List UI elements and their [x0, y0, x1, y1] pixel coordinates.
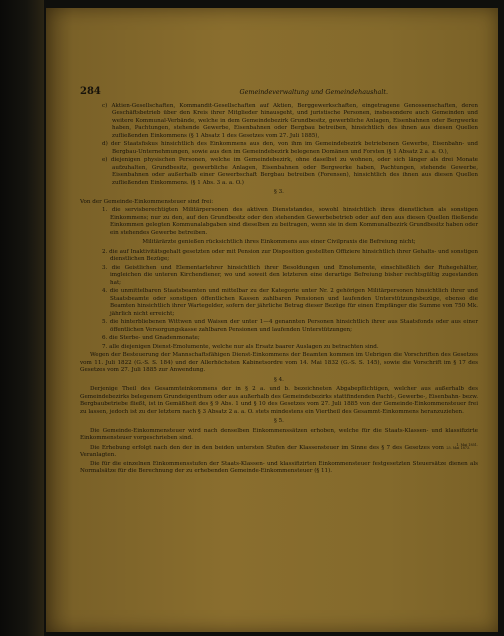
section-5-paragraph-2	[80, 444, 478, 460]
section-3-intro: Von der Gemeinde-Einkommensteuer sind frei:	[80, 198, 214, 205]
section-heading-4: § 4.	[274, 376, 284, 383]
document-content	[80, 88, 478, 477]
paragraph-after-list: Wegen der Besteuerung der Mannschaftsfähigen Dienst-Einkommens der Beamten kommen im Uebrigen die Vorschriften des Gesetzes vom 11. Juli 1822 (G.-S. S. 184) und der Allerhöchsten Kabinetsordre vom 14. Mai 1832 (G.-S. S. 145), sowie die Vorschrift im § 17 des Gesetzes vom 27. Juli 1885 zur Anwendung.	[80, 352, 478, 373]
running-title: Gemeindeverwaltung und Gemeindehaushalt.	[239, 88, 388, 96]
law-date-1: 1. Mai 1851.	[456, 442, 479, 447]
section-5-paragraph-3: Die für die einzelnen Einkommensstufen der Staats-Klassen- und klassifizirten Einkommensteuer festgesetzten Steuersätze dienen als Normalsätze für die Berechnung der zu erhebenden Gemeinde-Einkommensteuer (§ 11).	[80, 460, 478, 475]
list-item-1: 1. die servisberechtigten Militärpersonen des aktiven Dienststandes, sowohl hinsichtlich ihres dienstlichen als sonstigen Einkommens; nur zu den, auf den Grundbesitz oder den stehenden Gewerbebetrieb oder auf den aus diesen Quellen fließende Einkommen gelegten Kommunalabgaben sind dieselben zu beitragen, wenn sie in dem Kommunalbezirk Grundbesitz haben oder ein stehendes Gewerbe betreiben.	[102, 207, 478, 236]
paragraph-item-c: c) Aktien-Gesellschaften, Kommandit-Gesellschaften auf Aktien, Berggewerkschaften, eingetragene Genossenschaften, deren Geschäftsbetrieb über den Kreis ihrer Mitglieder hinausgeht, und juristische Personen, insbesondere auch Gemeinden und weitere Kommunal-Verbände, welche in dem Gemeindebezirk Grundbesitz, gewerbliche Anlagen, Eisenbahnen oder Bergwerke haben, Pachtungen, stehende Gewerbe, Eisenbahnen oder Bergbau betreiben, hinsichtlich des ihnen aus diesen Quellen zufließenden Einkommens (§ 1 Absatz 1 des Gesetzes vom 27. Juli 1885),	[102, 102, 478, 139]
book-gutter	[0, 0, 44, 636]
section-5-paragraph-2-text: Die Erhebung erfolgt nach den der in den beiden untersten Stufen der Klassensteuer im Sinne des § 7 des Gesetzes vom	[90, 444, 444, 451]
page-number: 284	[80, 86, 101, 97]
list-item-5: 5. die hinterbliebenen Wittwen und Waisen der unter 1—4 genannten Personen hinsichtlich ihrer aus Staatsfonds oder aus einer öffentlichen Versorgungskasse zahlbaren Pensionen und laufenden Unterstützungen;	[102, 319, 478, 333]
list-item-6: 6. die Sterbe- und Gnadenmonate;	[102, 335, 200, 341]
section-5-paragraph-2-end: Veranlagten.	[80, 452, 117, 459]
paragraph-item-e: e) diejenigen physischen Personen, welche im Gemeindebezirk, ohne daselbst zu wohnen, oder sich länger als drei Monate aufzuhalten, Grundbesitz, gewerbliche Anlagen, Eisenbahnen oder Bergwerke haben, Pachtungen, stehende Gewerbe, Eisenbahnen oder außerhalb einer Gewerbschaft Bergbau betreiben (Forensen), hinsichtlich des ihnen aus diesen Quellen zufließenden Einkommens. (§ 1 Abs. 3 a. a. O.)	[102, 157, 478, 186]
section-heading-5: § 5.	[274, 418, 284, 424]
law-date-2: 25. Mai 1873.	[446, 446, 471, 451]
list-item-1-note: Militärärzte genießen rücksichtlich ihres Einkommens aus einer Civilpraxis die Befreiung nicht;	[142, 239, 416, 245]
list-item-4: 4. die unmittelbaren Staatsbeamten und mittelbar zu der Kategorie unter Nr. 2 gehörigen Militärpersonen hinsichtlich ihrer und Staatsbeamte oder sonstigen öffentlichen Kassen zahlbaren Pensionen und laufenden Unterstützungsbezüge, ebenso die Beamten hinsichtlich ihrer Wartegelder, sofern der jährliche Betrag dieser Bezüge für einen Empfänger die Summe von 750 Mk. jährlich nicht erreicht;	[102, 288, 478, 317]
page-header	[80, 88, 478, 97]
section-heading-3: § 3.	[274, 189, 284, 195]
section-4-text: Derjenige Theil des Gesammteinkommens der in § 2 a. und b. bezeichneten Abgabepflichtigen, welcher aus außerhalb des Gemeindebezirks belegenem Grundeigenthum oder aus außerhalb des Gemeindebezirks stattfindenden Pacht-, Gewerbe-, Eisenbahn- bezw. Bergbaubetriebe fließt, ist in Gemäßheit des § 9 Abs. 1 und § 10 des Gesetzes vom 27. Juli 1885 von der Gemeinde-Einkommensteuer frei zu lassen, jedoch ist zu der letztern nach § 3 Absatz 2 a. a. O. stets mindestens ein Viertheil des Gesammt-Einkommens heranzuziehen.	[80, 386, 478, 415]
paragraph-item-d: d) der Staatsfiskus hinsichtlich des Einkommens aus den, von ihm im Gemeindebezirk betriebenen Gewerbe, Eisenbahn- und Bergbau-Unternehmungen, sowie aus den im Gemeindebezirk belegenen Domänen und Forsten (§ 1 Absatz 2 a. a. O.),	[102, 141, 478, 155]
law-dates	[446, 444, 478, 451]
list-item-3: 3. die Geistlichen und Elementarlehrer hinsichtlich ihrer Besoldungen und Emolumente, einschließlich der Ruhegehälter, imgleichen die unteren Kirchendiener, wo und soweit den letzteren eine derartige Befreiung bisher rechtsgültig zugestanden hat;	[102, 264, 478, 286]
list-item-2: 2. die auf Inaktivitätsgehalt gesetzten oder mit Pension zur Disposition gestellten Offiziere hinsichtlich ihrer Gehalts- und sonstigen dienstlichen Bezüge;	[102, 248, 478, 262]
section-5-paragraph-1: Die Gemeinde-Einkommensteuer wird nach denselben Einkommenssätzen erhoben, welche für die Staats-Klassen- und klassifizirte Einkommensteuer vorgeschrieben sind.	[80, 427, 478, 441]
list-item-7: 7. alle diejenigen Dienst-Emolumente, welche nur als Ersatz baarer Auslagen zu betrachten sind.	[102, 343, 379, 350]
